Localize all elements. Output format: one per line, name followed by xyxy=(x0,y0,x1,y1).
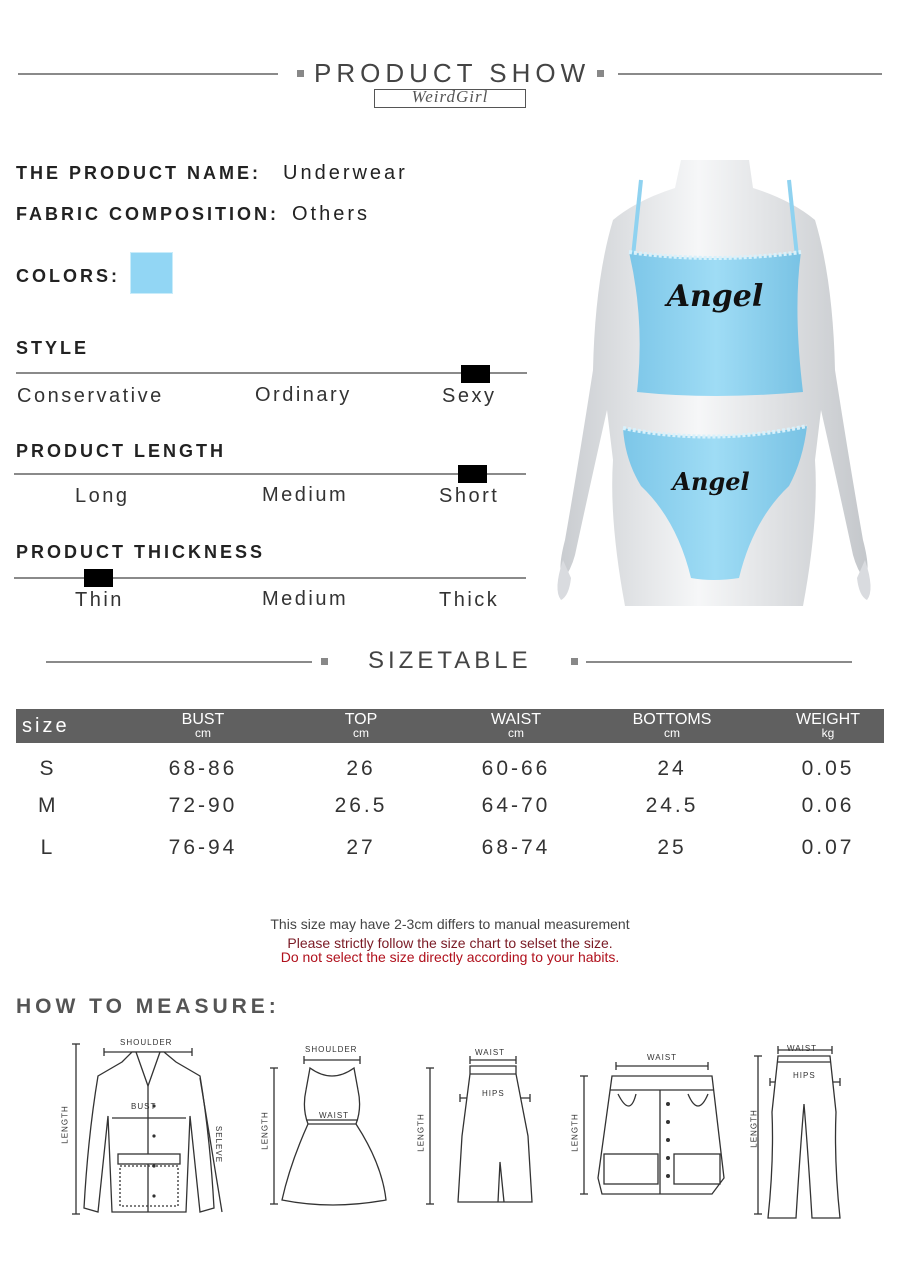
brand-name: WeirdGirl xyxy=(411,87,489,106)
cami-top xyxy=(629,252,803,396)
sizetable-line-right xyxy=(586,661,852,663)
sizetable-header-bar xyxy=(16,709,884,743)
jacket-shoulder-label: SHOULDER xyxy=(120,1038,173,1047)
sizetable-bullet-left xyxy=(321,658,328,665)
length-title: PRODUCT LENGTH xyxy=(16,441,226,461)
dress-length-label: LENGTH xyxy=(260,1111,270,1150)
header-top: TOP cm xyxy=(344,711,378,740)
fabric-value: Others xyxy=(292,203,371,225)
page-title: PRODUCT SHOW xyxy=(314,58,591,88)
jacket-length-label: LENGTH xyxy=(60,1105,70,1144)
cell-bust: 68-86 xyxy=(168,757,238,780)
cell-size: S xyxy=(39,757,57,780)
header-bullet-left xyxy=(297,70,304,77)
header-bottoms: BOTTOMS cm xyxy=(632,711,712,740)
product-photo xyxy=(553,160,875,606)
style-title: STYLE xyxy=(16,338,90,358)
cell-bust: 76-94 xyxy=(168,836,238,859)
thickness-option-thin: Thin xyxy=(75,589,124,611)
thickness-option-medium: Medium xyxy=(262,588,349,610)
shorts-length-label: LENGTH xyxy=(570,1113,580,1152)
shorts-diagram xyxy=(574,1058,744,1204)
style-selected-marker xyxy=(461,365,490,383)
thickness-title: PRODUCT THICKNESS xyxy=(16,542,266,562)
header-line-left xyxy=(18,73,278,75)
note-measurement: This size may have 2-3cm differs to manual measurement xyxy=(270,916,630,932)
style-option-ordinary: Ordinary xyxy=(255,384,352,406)
skirt-hips-label: HIPS xyxy=(482,1089,505,1098)
dress-shoulder-label: SHOULDER xyxy=(305,1045,358,1054)
cell-size: M xyxy=(38,794,59,817)
skirt-diagram xyxy=(420,1056,540,1214)
cell-weight: 0.05 xyxy=(801,757,855,780)
cell-waist: 64-70 xyxy=(481,794,551,817)
length-option-long: Long xyxy=(75,485,130,507)
pants-diagram xyxy=(748,1042,848,1222)
header-size: size xyxy=(22,715,70,737)
length-selected-marker xyxy=(458,465,487,483)
cell-bottoms: 25 xyxy=(657,836,687,859)
jacket-diagram xyxy=(60,1036,240,1220)
product-name-value: Underwear xyxy=(283,162,408,184)
shorts-waist-label: WAIST xyxy=(647,1053,678,1062)
cell-bottoms: 24.5 xyxy=(645,794,699,817)
thickness-option-thick: Thick xyxy=(439,589,500,611)
cell-top: 26 xyxy=(346,757,376,780)
note-follow-chart: Please strictly follow the size chart to selset the size. xyxy=(287,935,613,951)
fabric-label: FABRIC COMPOSITION: xyxy=(16,204,279,224)
cell-bust: 72-90 xyxy=(168,794,238,817)
header-bust: BUST cm xyxy=(181,711,225,740)
jacket-sleeve-label: SELEVE xyxy=(214,1125,224,1164)
pants-length-label: LENGTH xyxy=(749,1109,759,1148)
length-option-medium: Medium xyxy=(262,484,349,506)
header-line-right xyxy=(618,73,882,75)
header-weight: WEIGHT kg xyxy=(796,711,860,740)
skirt-length-label: LENGTH xyxy=(416,1113,426,1152)
cell-waist: 60-66 xyxy=(481,757,551,780)
cell-top: 27 xyxy=(346,836,376,859)
style-option-conservative: Conservative xyxy=(17,385,164,407)
length-option-short: Short xyxy=(439,485,500,507)
jacket-bust-label: BUST xyxy=(131,1102,157,1111)
cell-size: L xyxy=(40,836,56,859)
pants-waist-label: WAIST xyxy=(787,1044,818,1053)
how-to-measure-title: HOW TO MEASURE: xyxy=(16,995,280,1018)
dress-waist-label: WAIST xyxy=(319,1111,350,1120)
header-bullet-right xyxy=(597,70,604,77)
colors-label: COLORS: xyxy=(16,266,120,286)
product-name-label: THE PRODUCT NAME: xyxy=(16,163,261,183)
sizetable-title: SIZETABLE xyxy=(368,647,532,674)
sizetable-line-left xyxy=(46,661,312,663)
style-scale-line xyxy=(16,372,527,374)
cell-weight: 0.06 xyxy=(801,794,855,817)
cell-weight: 0.07 xyxy=(801,836,855,859)
dress-diagram xyxy=(262,1054,392,1212)
length-scale-line xyxy=(14,473,526,475)
skirt-waist-label: WAIST xyxy=(475,1048,506,1057)
cell-top: 26.5 xyxy=(334,794,388,817)
header-waist: WAIST cm xyxy=(490,711,542,740)
top-print-text: Angel xyxy=(666,279,764,314)
sizetable-bullet-right xyxy=(571,658,578,665)
pants-hips-label: HIPS xyxy=(793,1071,816,1080)
bottom-print-text: Angel xyxy=(672,467,750,496)
color-swatch[interactable] xyxy=(130,252,173,294)
cell-waist: 68-74 xyxy=(481,836,551,859)
note-habits: Do not select the size directly according to your habits. xyxy=(280,949,620,965)
cell-bottoms: 24 xyxy=(657,757,687,780)
style-option-sexy: Sexy xyxy=(442,385,497,407)
thickness-selected-marker xyxy=(84,569,113,587)
